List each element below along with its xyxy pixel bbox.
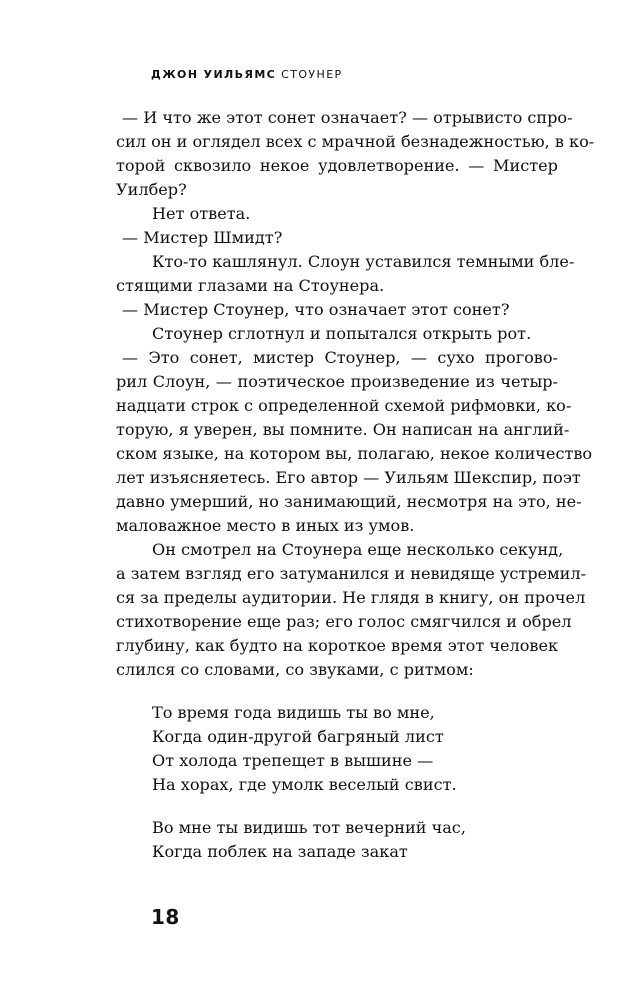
running-head-author: ДЖОН УИЛЬЯМС	[151, 68, 277, 81]
text-line: торой сквозило некое удовлетворение. — Мистер	[116, 156, 558, 175]
verse-line: На хорах, где умолк веселый свист.	[152, 775, 457, 794]
text-line: Уилбер?	[116, 180, 187, 199]
text-line: Нет ответа.	[152, 204, 251, 223]
text-line: глубину, как будто на короткое время этот человек	[116, 636, 559, 655]
text-line: а затем взгляд его затуманился и невидяще устремил-	[116, 564, 587, 583]
running-head-title: СТОУНЕР	[281, 68, 343, 81]
verse-line: От холода трепещет в вышине —	[152, 751, 434, 770]
verse-line: Когда один-другой багряный лист	[152, 727, 444, 746]
text-line: Кто-то кашлянул. Слоун уставился темными бле-	[152, 252, 575, 271]
text-line: ском языке, на котором вы, полагаю, некое количество	[116, 444, 593, 463]
prose	[116, 106, 595, 682]
text-line: — Мистер Шмидт?	[122, 228, 283, 247]
verse-line: Во мне ты видишь тот вечерний час,	[152, 818, 466, 837]
text-line: стихотворение еще раз; его голос смягчился и обрел	[116, 612, 572, 631]
text-line: торую, я уверен, вы помните. Он написан на англий-	[116, 420, 570, 439]
text-line: слился со словами, со звуками, с ритмом:	[116, 660, 474, 679]
text-line: рил Слоун, — поэтическое произведение из четыр-	[116, 372, 558, 391]
text-line: стящими глазами на Стоунера.	[116, 276, 385, 295]
verse-line: Когда поблек на западе закат	[152, 842, 408, 861]
text-line: давно умерший, но занимающий, несмотря на это, не-	[116, 492, 582, 511]
stanza-gap	[116, 682, 558, 701]
stanza-gap	[116, 797, 558, 816]
verse-stanza	[116, 816, 558, 864]
text-line: ся за пределы аудитории. Не глядя в книгу, он прочел	[116, 588, 586, 607]
text-line: — Это сонет, мистер Стоунер, — сухо прогово-	[122, 348, 558, 367]
text-line: Он смотрел на Стоунера еще несколько секунд,	[152, 540, 564, 559]
text-line: маловажное место в иных из умов.	[116, 516, 415, 535]
text-line: Стоунер сглотнул и попытался открыть рот.	[152, 324, 532, 343]
text-line: лет изъясняетесь. Его автор — Уильям Шекспир, поэт	[116, 468, 581, 487]
text-line: сил он и оглядел всех с мрачной безнадежностью, в ко-	[116, 132, 595, 151]
running-head	[151, 68, 343, 81]
text-line: надцати строк с определенной схемой рифмовки, ко-	[116, 396, 572, 415]
text-line: — Мистер Стоунер, что означает этот сонет?	[122, 300, 510, 319]
body-text	[116, 106, 595, 864]
verse-stanza	[116, 701, 558, 797]
page-number: 18	[151, 905, 180, 929]
verse-line: То время года видишь ты во мне,	[152, 703, 435, 722]
text-line: — И что же этот сонет означает? — отрывисто спро-	[122, 108, 573, 127]
